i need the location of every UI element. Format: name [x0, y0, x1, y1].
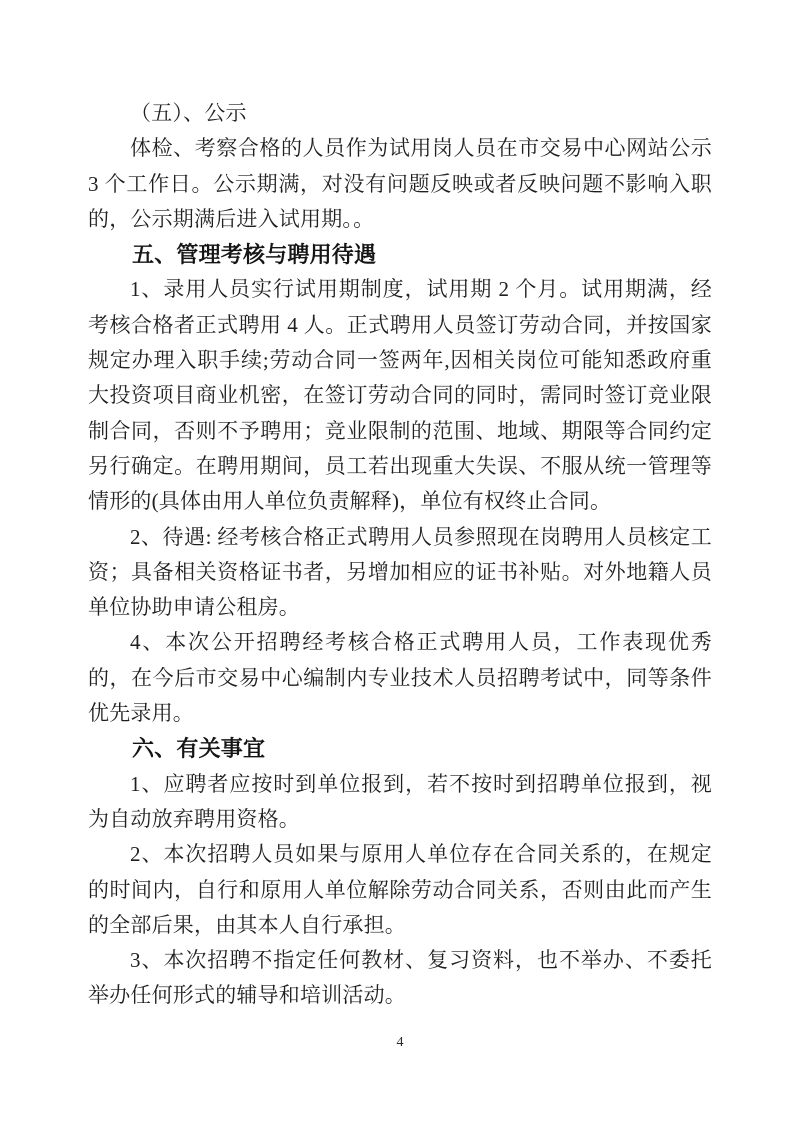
paragraph-priority-hiring: 4、本次公开招聘经考核合格正式聘用人员，工作表现优秀的，在今后市交易中心编制内专业技术人员招聘考试中，同等条件优先录用。: [88, 630, 712, 726]
document-content: [88, 96, 712, 1014]
paragraph-no-training-materials: 3、本次招聘不指定任何教材、复习资料，也不举办、不委托举办任何形式的辅导和培训活动。: [88, 948, 712, 1008]
paragraph-report-on-time: 1、应聘者应按时到单位报到，若不按时到招聘单位报到，视为自动放弃聘用资格。: [88, 771, 712, 831]
section-title-management-assessment: 五、管理考核与聘用待遇: [132, 242, 377, 268]
page-number: 4: [396, 1035, 404, 1050]
paragraph-compensation: 2、待遇: 经考核合格正式聘用人员参照现在岗聘用人员核定工资；具备相关资格证书者，另增加相应的证书补贴。对外地籍人员单位协助申请公租房。: [88, 524, 712, 620]
subsection-title-public-notice: （五）、公示: [130, 101, 247, 125]
page-footer: [0, 1034, 800, 1052]
paragraph-public-notice-body: 体检、考察合格的人员作为试用岗人员在市交易中心网站公示 3 个工作日。公示期满，对没有问题反映或者反映问题不影响入职的，公示期满后进入试用期。。: [88, 136, 712, 231]
section-title-related-matters: 六、有关事宜: [132, 736, 266, 762]
paragraph-probation-and-contract: 1、录用人员实行试用期制度，试用期 2 个月。试用期满，经考核合格者正式聘用 4 人。正式聘用人员签订劳动合同，并按国家规定办理入职手续;劳动合同一签两年,因相关岗位可能知悉政府重大投资项目商业机密，在签订劳动合同的同时，需同时签订竞业限制合同，否则不予聘用；竞业限制的范围、地域、期限等合同约定另行确定。在聘用期间，员工若出现重大失误、不服从统一管理等情形的(具体由用人单位负责解释)，单位有权终止合同。: [88, 277, 712, 514]
paragraph-existing-contract: 2、本次招聘人员如果与原用人单位存在合同关系的，在规定的时间内，自行和原用人单位解除劳动合同关系，否则由此而产生的全部后果，由其本人自行承担。: [88, 842, 712, 937]
